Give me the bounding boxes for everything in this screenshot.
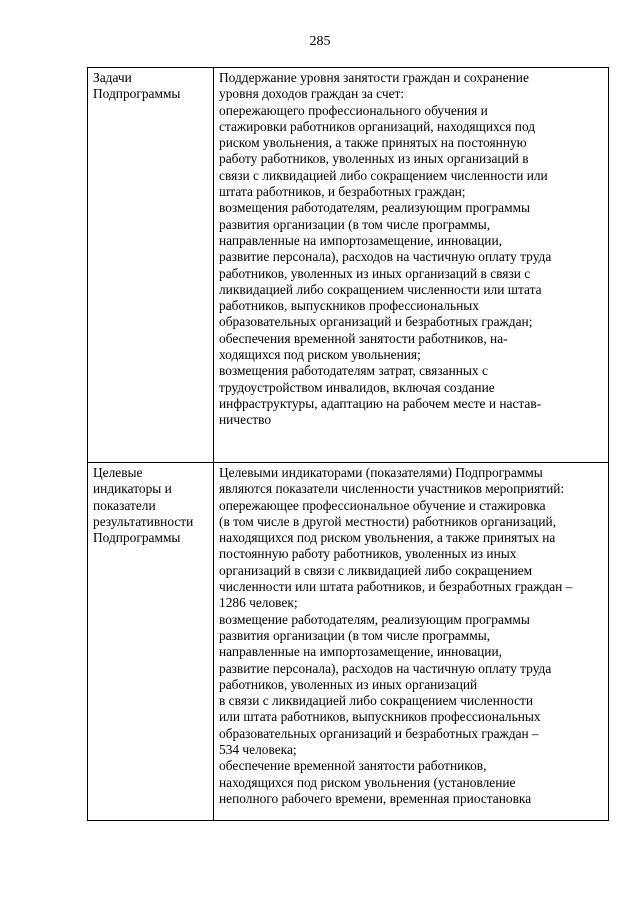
content-line: опережающее профессиональное обучение и стажировка <box>219 497 546 513</box>
content-line: обеспечение временной занятости работников, <box>219 758 487 774</box>
content-line: являются показатели численности участников мероприятий: <box>219 481 565 497</box>
content-line: развития организации (в том числе программы, <box>219 216 491 232</box>
indicators-content <box>219 465 605 820</box>
label-line: индикаторы и <box>93 481 172 497</box>
content-line: опережающего профессионального обучения и <box>219 102 488 118</box>
content-line: образовательных организаций и безработных граждан; <box>219 314 533 330</box>
content-line: работников, уволенных из иных организаций в связи с <box>219 265 531 281</box>
subprogram-passport-table <box>87 67 609 821</box>
content-line: инфраструктуры, адаптацию на рабочем месте и настав- <box>219 395 542 411</box>
content-line: или штата работников, выпускников профессиональных <box>219 709 541 725</box>
content-line: возмещение работодателям, реализующим программы <box>219 611 530 627</box>
content-line: развитие персонала), расходов на частичную оплату труда <box>219 660 552 676</box>
table-row <box>88 463 609 821</box>
content-line: направленные на импортозамещение, инновации, <box>219 644 502 660</box>
content-line: развития организации (в том числе программы, <box>219 627 491 643</box>
label-line: результативности <box>93 513 194 529</box>
label-line: Целевые <box>93 465 143 480</box>
content-line: 534 человека; <box>219 742 297 758</box>
content-line: Поддержание уровня занятости граждан и сохранение <box>219 70 529 85</box>
content-line: работу работников, уволенных из иных организаций в <box>219 151 529 167</box>
row-label-cell <box>88 463 214 821</box>
content-line: организаций в связи с ликвидацией либо сокращением <box>219 562 533 578</box>
content-line: ликвидацией либо сокращением численности или штата <box>219 281 542 297</box>
content-line: численности или штата работников, и безработных граждан – <box>219 579 573 595</box>
content-line: в связи с ликвидацией либо сокращением численности <box>219 693 534 709</box>
content-line: работников, выпускников профессиональных <box>219 298 479 314</box>
content-line: находящихся под риском увольнения, а также принятых на <box>219 530 556 546</box>
content-line: возмещения работодателям, реализующим программы <box>219 200 531 216</box>
label-line: Подпрограммы <box>93 530 181 546</box>
content-line: возмещения работодателям затрат, связанных с <box>219 363 488 379</box>
content-line: постоянную работу работников, уволенных из иных <box>219 546 517 562</box>
table-row <box>88 68 609 463</box>
row-content-cell <box>214 463 609 821</box>
tasks-content <box>219 70 605 462</box>
content-line: (в том числе в другой местности) работников организаций, <box>219 513 557 529</box>
content-line: развитие персонала), расходов на частичную оплату труда <box>219 249 552 265</box>
content-line: образовательных организаций и безработных граждан – <box>219 725 539 741</box>
content-line: трудоустройством инвалидов, включая создание <box>219 379 495 395</box>
content-line: Целевыми индикаторами (показателями) Подпрограммы <box>219 465 543 480</box>
content-line: работников, уволенных из иных организаций <box>219 676 478 692</box>
row-content-cell <box>214 68 609 463</box>
content-line: стажировки работников организаций, находящихся под <box>219 118 536 134</box>
content-line: ходящихся под риском увольнения; <box>219 347 421 363</box>
content-line: связи с ликвидацией либо сокращением численности или <box>219 167 548 183</box>
content-line: неполного рабочего времени, временная приостановка <box>219 790 532 806</box>
content-line: штата работников, и безработных граждан; <box>219 184 466 200</box>
content-line: ничество <box>219 412 272 428</box>
content-line: находящихся под риском увольнения (установление <box>219 774 516 790</box>
label-line: Подпрограммы <box>93 86 181 102</box>
row-label-cell <box>88 68 214 463</box>
content-line: 1286 человек; <box>219 595 298 611</box>
page-number: 285 <box>309 34 331 49</box>
content-line: обеспечения временной занятости работников, на- <box>219 330 508 346</box>
content-line: уровня доходов граждан за счет: <box>219 86 405 102</box>
label-line: показатели <box>93 497 156 513</box>
label-line: Задачи <box>93 70 132 85</box>
content-line: риском увольнения, а также принятых на постоянную <box>219 135 527 151</box>
content-line: направленные на импортозамещение, инновации, <box>219 232 502 248</box>
